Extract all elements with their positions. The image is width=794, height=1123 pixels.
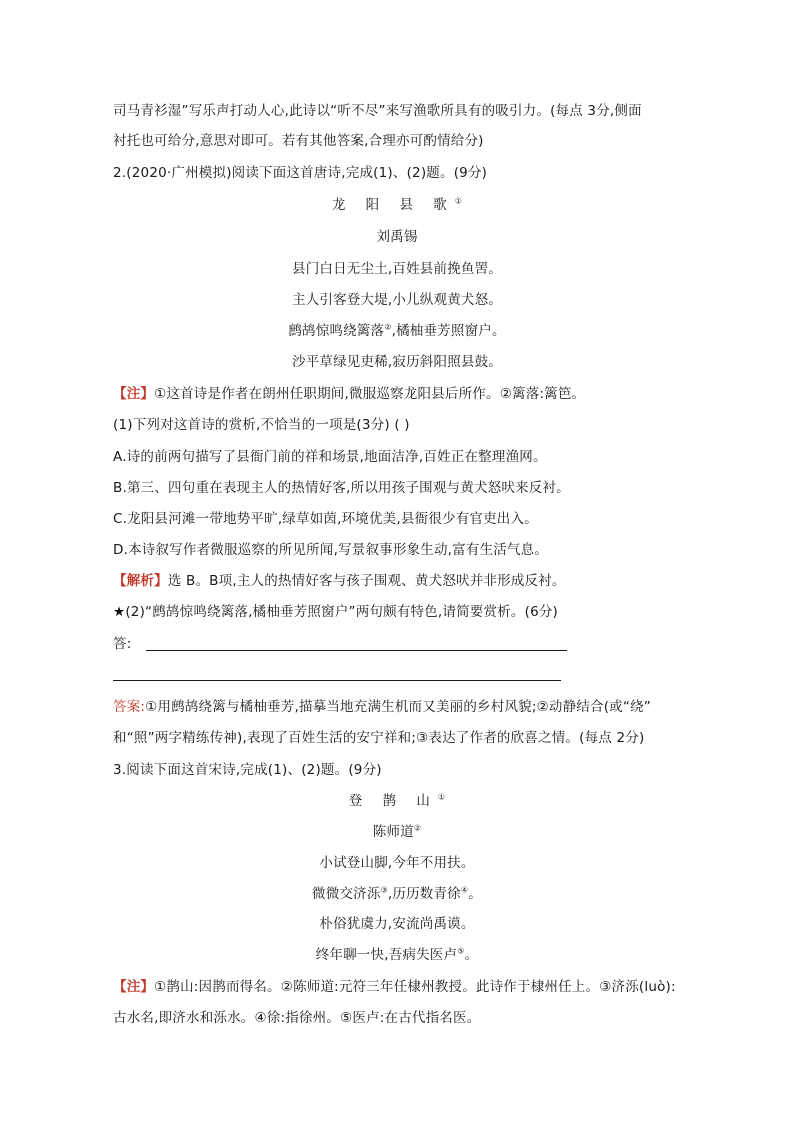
- poem-3-author-name: 陈师道: [372, 824, 414, 840]
- poem-3-line-3: 朴俗犹虞力,安流尚禹谟。: [319, 916, 475, 932]
- poem-2-title: [0, 195, 794, 215]
- answer-blank-line-1[interactable]: [146, 650, 567, 651]
- answer-line-2: 和“照”两字精练传神),表现了百姓生活的安宁祥和;③表达了作者的欣喜之情。(每点 2分): [113, 730, 645, 746]
- poem-2-line-3: [0, 321, 794, 341]
- option-b: B.第三、四句重在表现主人的热情好客,所以用孩子围观与黄犬怒吠来反衬。: [113, 480, 570, 496]
- poem-3-line-4-b: 。: [464, 947, 479, 963]
- star-icon: ★: [113, 604, 126, 620]
- poem-2-title-note: ①: [454, 196, 463, 206]
- poem-3-note-text-1: ①鹊山:因鹊而得名。②陈师道:元符三年任棣州教授。此诗作于棣州任上。③济泺(luò):: [154, 979, 676, 995]
- answer-continuation-line-1: 司马青衫湿”写乐声打动人心,此诗以“听不尽”来写渔歌所具有的吸引力。(每点 3分,侧面: [113, 103, 642, 119]
- poem-3-author: [0, 822, 794, 842]
- poem-2-author: 刘禹锡: [376, 229, 418, 245]
- answer-prompt: 答:: [113, 636, 132, 652]
- poem-3-title-note: ①: [437, 792, 446, 802]
- answer-blank-line-2[interactable]: [113, 680, 561, 681]
- poem-3-line-2-c: 。: [468, 886, 482, 902]
- poem-3-line-2-a: 微微交济泺: [312, 886, 381, 902]
- poem-3-line-1: 小试登山脚,今年不用扶。: [319, 855, 475, 871]
- option-c: C.龙阳县河滩一带地势平旷,绿草如茵,环境优美,县衙很少有官吏出入。: [113, 511, 538, 527]
- sub-question-2: [113, 602, 558, 622]
- sub-question-1: (1)下列对这首诗的赏析,不恰当的一项是(3分) ( ): [113, 417, 410, 433]
- answer-line-1: [113, 697, 651, 717]
- poem-3-notes-line-1: [113, 977, 676, 997]
- poem-3-line-2-b: ,历历数青徐: [387, 886, 461, 902]
- poem-3-line-2: [0, 884, 794, 904]
- analysis-text: 选 B。B项,主人的热情好客与孩子围观、黄犬怒吠并非形成反衬。: [167, 573, 566, 589]
- poem-2-notes: [113, 384, 585, 404]
- option-a: A.诗的前两句描写了县衙门前的祥和场景,地面洁净,百姓正在整理渔网。: [113, 449, 547, 465]
- question-3-header: 3.阅读下面这首宋诗,完成(1)、(2)题。(9分): [113, 762, 382, 778]
- note-tag-3: 【注】: [113, 979, 155, 995]
- question-2-header: 2.(2020·广州模拟)阅读下面这首唐诗,完成(1)、(2)题。(9分): [113, 165, 488, 181]
- sub-question-2-text: (2)“鹧鸪惊鸣绕篱落,橘柚垂芳照窗户”两句颇有特色,请简要赏析。(6分): [125, 604, 559, 620]
- poem-3-author-note: ②: [413, 823, 422, 833]
- poem-2-title-text: 龙 阳 县 歌: [331, 197, 455, 213]
- poem-2-line-2: 主人引客登大堤,小儿纵观黄犬怒。: [292, 292, 502, 308]
- poem-3-title-text: 登 鹊 山: [348, 793, 438, 809]
- poem-2-note-text: ①这首诗是作者在朗州任职期间,微服巡察龙阳县后所作。②篱落:篱笆。: [154, 386, 586, 402]
- poem-2-line-3-b: ,橘柚垂芳照窗户。: [391, 323, 506, 339]
- analysis-tag: 【解析】: [113, 573, 168, 589]
- answer-text-1: ①用鹧鸪绕篱与橘柚垂芳,描摹当地充满生机而又美丽的乡村风貌;②动静结合(或“绕”: [145, 699, 651, 715]
- note-tag: 【注】: [113, 386, 155, 402]
- answer-continuation-line-2: 衬托也可给分,意思对即可。若有其他答案,合理亦可酌情给分): [113, 133, 484, 149]
- poem-3-line-2-note-2: ④: [460, 885, 469, 895]
- answer-label: 答案:: [113, 699, 146, 715]
- poem-3-title: [0, 791, 794, 811]
- poem-2-line-3-note: ②: [384, 322, 392, 332]
- poem-3-line-4-note: ⑤: [457, 946, 465, 956]
- poem-3-line-2-note-1: ③: [380, 885, 388, 895]
- poem-3-notes-line-2: 古水名,即济水和泺水。④徐:指徐州。⑤医卢:在古代指名医。: [113, 1010, 481, 1026]
- analysis: [113, 571, 566, 591]
- poem-2-line-4: 沙平草绿见吏稀,寂历斜阳照县鼓。: [292, 354, 502, 370]
- poem-3-line-4-a: 终年聊一快,吾病失医卢: [315, 947, 458, 963]
- poem-3-line-4: [0, 945, 794, 965]
- option-d: D.本诗叙写作者微服巡察的所见所闻,写景叙事形象生动,富有生活气息。: [113, 542, 549, 558]
- poem-2-line-1: 县门白日无尘土,百姓县前挽鱼罟。: [292, 261, 502, 277]
- poem-2-line-3-a: 鹧鸪惊鸣绕篱落: [288, 323, 385, 339]
